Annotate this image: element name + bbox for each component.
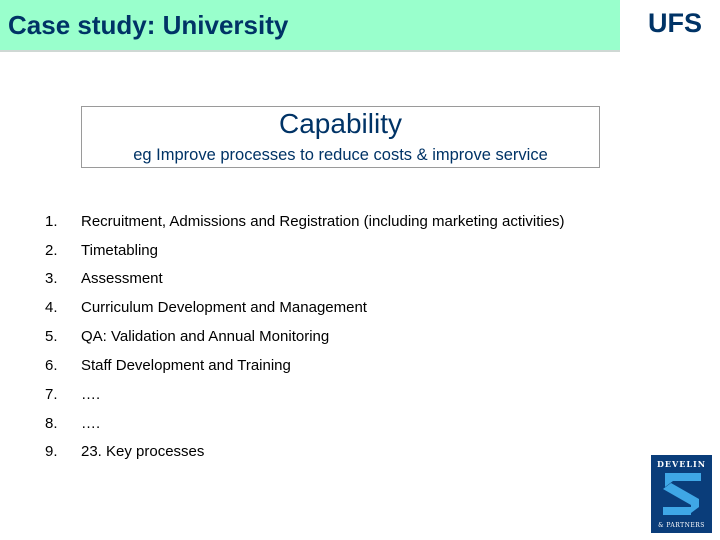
title-bar (0, 0, 620, 52)
list-item (0, 355, 680, 377)
capability-subtitle: eg Improve processes to reduce costs & improve service (133, 146, 548, 164)
capability-box (81, 106, 600, 168)
capability-title: Capability (279, 108, 402, 139)
list-item-number: 9. (45, 443, 58, 460)
list-item-number: 1. (45, 213, 58, 230)
logo-name: DEVELIN (656, 459, 707, 469)
list-item (0, 240, 680, 262)
list-item (0, 297, 680, 319)
list-item-text: Recruitment, Admissions and Registration (including marketing activities) (81, 213, 565, 230)
list-item-number: 8. (45, 415, 58, 432)
brand-label: UFS (648, 8, 702, 38)
logo-tagline: & PARTNERS (658, 522, 705, 529)
list-item-text: Assessment (81, 270, 163, 287)
list-item-number: 2. (45, 242, 58, 259)
list-item-text: 23. Key processes (81, 443, 205, 460)
list-item (0, 326, 680, 348)
list-item (0, 211, 680, 233)
list-item (0, 413, 680, 435)
list-item-number: 4. (45, 299, 58, 316)
list-item (0, 441, 680, 463)
list-item-number: 6. (45, 357, 58, 374)
page-title: Case study: University (8, 10, 289, 40)
list-item-number: 3. (45, 270, 58, 287)
list-item-number: 5. (45, 328, 58, 345)
list-item-text: …. (81, 386, 101, 403)
logo-s-mark-icon (655, 469, 708, 519)
list-item-text: QA: Validation and Annual Monitoring (81, 328, 330, 345)
list-item-text: Timetabling (81, 242, 158, 259)
list-item-text: Staff Development and Training (81, 357, 291, 374)
list-item-text: …. (81, 415, 101, 432)
list-item (0, 268, 680, 290)
develin-logo (651, 455, 712, 533)
list-item-number: 7. (45, 386, 58, 403)
list-item-text: Curriculum Development and Management (81, 299, 367, 316)
list-item (0, 384, 680, 406)
